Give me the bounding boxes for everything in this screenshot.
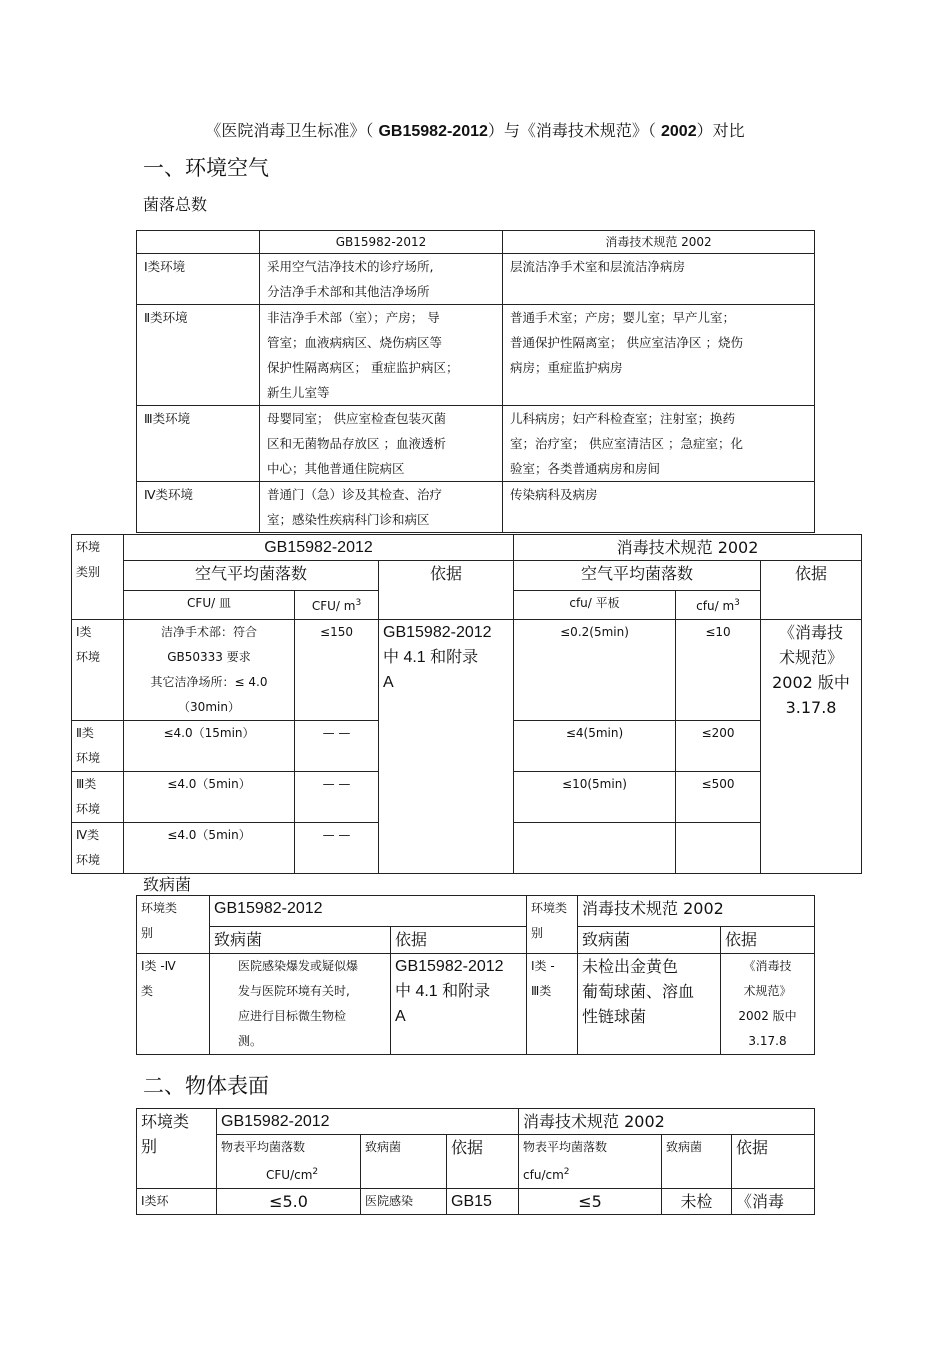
table-cell: 物表平均菌落数 CFU/$cm^2$ xyxy=(217,1135,361,1189)
table-cell: ≤4.0（5min） xyxy=(124,772,295,823)
table-cell: — — xyxy=(295,772,379,823)
table-cell: CFU/ $m^3$ xyxy=(295,591,379,620)
table-cell: 依据 xyxy=(379,561,514,620)
table-cell: 非洁净手术部（室）；产房； 导 管室；血液病病区、烧伤病区等 保护性隔离病区； 重症监护病区； 新生儿室等 xyxy=(260,305,503,406)
table-cell: 层流洁净手术室和层流洁净病房 xyxy=(503,254,815,305)
table-cell: 医院感染爆发或疑似爆 发与医院环境有关时, 应进行目标微生物检 测。 xyxy=(210,954,391,1055)
table-cell xyxy=(514,823,676,874)
table-cell: 物表平均菌落数 cfu/$cm^2$ xyxy=(519,1135,662,1189)
table-cell: ≤10(5min) xyxy=(514,772,676,823)
env-category-header: 环境 类别 xyxy=(72,535,124,620)
table-cell: 消毒技术规范 2002 xyxy=(578,896,815,927)
section-heading-air: 一、环境空气 xyxy=(143,156,269,180)
table-cell: 致病菌 xyxy=(361,1135,447,1189)
pathogen-table xyxy=(136,895,815,1055)
category-cell: Ⅰ类 环境 xyxy=(72,620,124,721)
table-cell: — — xyxy=(295,823,379,874)
table-cell: 《消毒 xyxy=(732,1189,815,1215)
air-colony-table xyxy=(71,534,862,874)
category-cell: Ⅱ类环境 xyxy=(137,305,260,406)
table-cell: 依据 xyxy=(447,1135,519,1189)
table-cell: ≤500 xyxy=(676,772,761,823)
table-cell: GB15 xyxy=(447,1189,519,1215)
table-cell: cfu/ $m^3$ xyxy=(676,591,761,620)
table-cell: 儿科病房；妇产科检查室；注射室；换药 室；治疗室； 供应室清洁区 ；急症室；化 验室；各类普通病房和房间 xyxy=(503,406,815,482)
category-cell: Ⅲ类 环境 xyxy=(72,772,124,823)
table-cell: 未检 xyxy=(662,1189,732,1215)
table-cell xyxy=(137,231,260,254)
table-cell: 依据 xyxy=(391,927,527,954)
category-cell: Ⅲ类环境 xyxy=(137,406,260,482)
table-cell: 普通手术室；产房；婴儿室；早产儿室； 普通保护性隔离室； 供应室洁净区 ；烧伤 病房；重症监护病房 xyxy=(503,305,815,406)
table-cell: 依据 xyxy=(721,927,815,954)
env-category-header: 环境类 别 xyxy=(137,896,210,954)
subheading-total-colonies: 菌落总数 xyxy=(143,195,208,214)
category-cell: Ⅰ类环境 xyxy=(137,254,260,305)
table-cell: ≤200 xyxy=(676,721,761,772)
surface-table xyxy=(136,1108,815,1215)
table-cell: GB15982-2012 xyxy=(210,896,527,927)
table-cell: 致病菌 xyxy=(662,1135,732,1189)
table-cell: 依据 xyxy=(761,561,862,620)
table-cell: Ⅰ类环 xyxy=(137,1189,217,1215)
table-cell: 致病菌 xyxy=(578,927,721,954)
table-cell: 未检出金黄色 葡萄球菌、溶血 性链球菌 xyxy=(578,954,721,1055)
table-cell: GB15982-2012 中 4.1 和附录 A xyxy=(391,954,527,1055)
table-cell: 母婴同室； 供应室检查包装灭菌 区和无菌物品存放区 ；血液透析 中心；其他普通住院病区 xyxy=(260,406,503,482)
table-cell: — — xyxy=(295,721,379,772)
table-cell: ≤4(5min) xyxy=(514,721,676,772)
category-cell: Ⅳ类 环境 xyxy=(72,823,124,874)
table-cell: ≤150 xyxy=(295,620,379,721)
table-cell: Ⅰ类 - Ⅲ类 xyxy=(527,954,578,1055)
xd-basis: 《消毒技 术规范》 2002 版中 3.17.8 xyxy=(761,620,862,874)
table-cell xyxy=(676,823,761,874)
category-cell: Ⅳ类环境 xyxy=(137,482,260,533)
col-gb: GB15982-2012 xyxy=(260,231,503,254)
table-cell: 医院感染 xyxy=(361,1189,447,1215)
table-cell: 空气平均菌落数 xyxy=(514,561,761,591)
table-cell: 采用空气洁净技术的诊疗场所, 分洁净手术部和其他洁净场所 xyxy=(260,254,503,305)
env-category-header: 环境类 别 xyxy=(137,1109,217,1189)
table-cell: cfu/ 平板 xyxy=(514,591,676,620)
table-cell: 普通门（急）诊及其检查、治疗 室；感染性疾病科门诊和病区 xyxy=(260,482,503,533)
table-cell: CFU/ 皿 xyxy=(124,591,295,620)
table-cell: 传染病科及病房 xyxy=(503,482,815,533)
category-cell: Ⅱ类 环境 xyxy=(72,721,124,772)
table-cell: 《消毒技 术规范》 2002 版中 3.17.8 xyxy=(721,954,815,1055)
subheading-pathogens: 致病菌 xyxy=(143,875,192,894)
table-cell: GB15982-2012 xyxy=(217,1109,519,1135)
table-cell: ≤4.0（15min） xyxy=(124,721,295,772)
table-cell: 依据 xyxy=(732,1135,815,1189)
environment-category-table xyxy=(136,230,815,533)
table-cell: ≤10 xyxy=(676,620,761,721)
table-cell: 致病菌 xyxy=(210,927,391,954)
section-heading-surfaces: 二、物体表面 xyxy=(143,1074,269,1098)
gb-basis: GB15982-2012 中 4.1 和附录 A xyxy=(379,620,514,874)
table-cell: 空气平均菌落数 xyxy=(124,561,379,591)
table-cell: 消毒技术规范 2002 xyxy=(519,1109,815,1135)
gb-header: GB15982-2012 xyxy=(124,535,514,561)
xd-header: 消毒技术规范 2002 xyxy=(514,535,862,561)
document-title: 《医院消毒卫生标准》（ GB15982-2012）与《消毒技术规范》（ 2002）对比 xyxy=(205,121,745,140)
table-cell: 环境类 别 xyxy=(527,896,578,954)
col-xd: 消毒技术规范 2002 xyxy=(503,231,815,254)
table-cell: ≤0.2(5min) xyxy=(514,620,676,721)
table-cell: 洁净手术部：符合 GB50333 要求 其它洁净场所：≤ 4.0 （30min） xyxy=(124,620,295,721)
table-cell: ≤5 xyxy=(519,1189,662,1215)
table-cell: ≤5.0 xyxy=(217,1189,361,1215)
table-cell: Ⅰ类 -Ⅳ 类 xyxy=(137,954,210,1055)
table-cell: ≤4.0（5min） xyxy=(124,823,295,874)
